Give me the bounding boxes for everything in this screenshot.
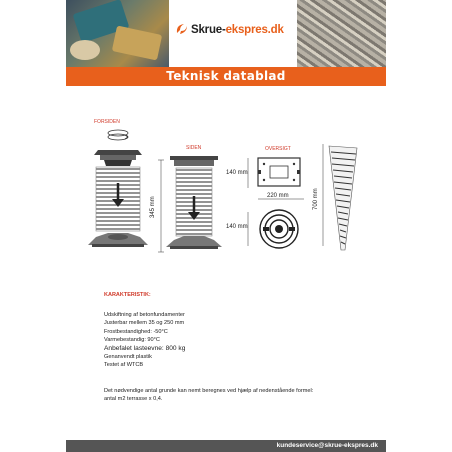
dim-width: 220 mm bbox=[267, 193, 289, 199]
formula-line: antal m2 terrasse x 0,4. bbox=[104, 396, 163, 403]
list-item: Justerbar mellem 35 og 250 mm bbox=[104, 320, 185, 327]
specs-heading: KARAKTERISTIK: bbox=[104, 292, 151, 298]
title-bar bbox=[66, 67, 386, 86]
brand-swoosh-icon bbox=[175, 22, 189, 36]
pedestal-side-view bbox=[164, 150, 224, 255]
base-overview bbox=[258, 208, 300, 250]
tools-photo bbox=[66, 0, 169, 67]
list-item: Testet af WTCB bbox=[104, 362, 144, 369]
dim-side-height: 345 mm bbox=[150, 196, 156, 218]
rotate-arrow-icon bbox=[108, 130, 128, 140]
label-side: SIDEN bbox=[186, 145, 202, 151]
list-item: Genanvendt plastik bbox=[104, 354, 152, 361]
pedestal-front-view bbox=[84, 125, 154, 255]
side-height-line bbox=[158, 160, 164, 252]
down-arrow-icon bbox=[188, 196, 200, 220]
top-height-line bbox=[244, 158, 252, 188]
total-height-line bbox=[320, 144, 326, 246]
formula-text bbox=[104, 387, 313, 403]
formula-line: Det nødvendige antal grunde kan nemt beregnes ved hjælp af nedenstående formel: bbox=[104, 388, 314, 394]
top-plate-overview bbox=[254, 152, 304, 192]
dim-top-height: 140 mm bbox=[226, 170, 248, 176]
screws-photo bbox=[297, 0, 386, 67]
base-height-line bbox=[244, 212, 252, 246]
list-item: Varmebestandig: 90°C bbox=[104, 337, 160, 344]
list-item: Udskiftning af betonfundamenter bbox=[104, 312, 185, 318]
width-line bbox=[258, 196, 304, 202]
down-arrow-icon bbox=[112, 183, 124, 207]
list-item: Anbefalet lasteevne: 800 kg bbox=[104, 344, 186, 352]
dim-base-height: 140 mm bbox=[226, 224, 248, 230]
brand-logo bbox=[169, 0, 297, 67]
list-item: Frostbestandighed: -50°C bbox=[104, 328, 168, 335]
ground-spike-view bbox=[326, 142, 360, 252]
header-banner bbox=[66, 0, 386, 67]
label-overview: OVERSIGT bbox=[265, 146, 291, 152]
label-front: FORSIDEN bbox=[94, 119, 120, 125]
brand-name: Skrue-ekspres.dk bbox=[191, 24, 284, 36]
footer-email-link[interactable]: kundeservice@skrue-ekspres.dk bbox=[276, 442, 378, 449]
dim-total-height: 700 mm bbox=[313, 188, 319, 210]
specs-list bbox=[104, 311, 185, 370]
page-title: Teknisk datablad bbox=[166, 69, 286, 83]
footer-bar bbox=[66, 440, 386, 452]
